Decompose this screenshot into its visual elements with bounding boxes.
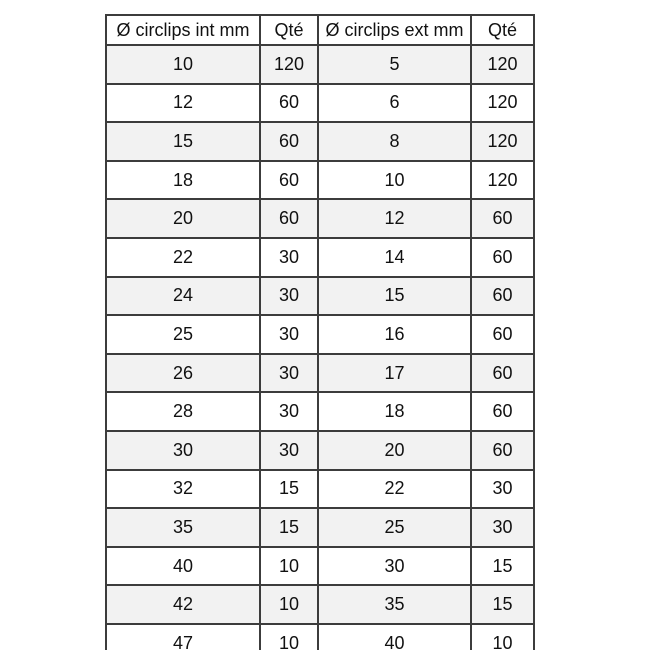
table-cell: 60: [260, 161, 318, 200]
table-cell: 15: [471, 547, 534, 586]
table-cell: 12: [318, 199, 471, 238]
table-row: [106, 547, 534, 586]
table-cell: 24: [106, 277, 260, 316]
header-cell-2: Ø circlips ext mm: [318, 15, 471, 45]
table-cell: 60: [471, 315, 534, 354]
table-cell: 35: [106, 508, 260, 547]
circlips-quantity-table: [105, 14, 535, 650]
table-cell: 30: [260, 431, 318, 470]
table-cell: 17: [318, 354, 471, 393]
table-cell: 60: [260, 122, 318, 161]
table-cell: 22: [318, 470, 471, 509]
table-cell: 60: [471, 354, 534, 393]
table-cell: 60: [471, 277, 534, 316]
table-cell: 60: [471, 431, 534, 470]
table-cell: 42: [106, 585, 260, 624]
table-cell: 60: [260, 84, 318, 123]
table-cell: 30: [471, 508, 534, 547]
table-cell: 25: [318, 508, 471, 547]
table-row: [106, 161, 534, 200]
table-row: [106, 392, 534, 431]
table-cell: 16: [318, 315, 471, 354]
table-row: [106, 199, 534, 238]
table-cell: 18: [318, 392, 471, 431]
table-cell: 30: [106, 431, 260, 470]
table-cell: 30: [471, 470, 534, 509]
table-cell: 60: [260, 199, 318, 238]
table-cell: 32: [106, 470, 260, 509]
table-row: [106, 45, 534, 84]
table-cell: 40: [106, 547, 260, 586]
header-cell-3: Qté: [471, 15, 534, 45]
table-row: [106, 122, 534, 161]
table-cell: 30: [260, 354, 318, 393]
table-cell: 15: [318, 277, 471, 316]
table-cell: 120: [471, 45, 534, 84]
table-cell: 20: [106, 199, 260, 238]
table-cell: 47: [106, 624, 260, 650]
table-cell: 10: [318, 161, 471, 200]
table-cell: 30: [318, 547, 471, 586]
table-row: [106, 431, 534, 470]
table-row: [106, 315, 534, 354]
table-row: [106, 238, 534, 277]
table-row: [106, 585, 534, 624]
table-row: [106, 624, 534, 650]
table-cell: 30: [260, 315, 318, 354]
table-cell: 30: [260, 238, 318, 277]
table-cell: 120: [260, 45, 318, 84]
table-cell: 10: [260, 547, 318, 586]
table-row: [106, 277, 534, 316]
table-cell: 15: [260, 470, 318, 509]
table-cell: 6: [318, 84, 471, 123]
table-cell: 25: [106, 315, 260, 354]
table-cell: 35: [318, 585, 471, 624]
table-cell: 120: [471, 161, 534, 200]
table-cell: 60: [471, 199, 534, 238]
table-cell: 10: [260, 585, 318, 624]
table-row: [106, 508, 534, 547]
table-cell: 10: [471, 624, 534, 650]
table-cell: 120: [471, 122, 534, 161]
table-cell: 10: [106, 45, 260, 84]
table-cell: 30: [260, 277, 318, 316]
table-cell: 22: [106, 238, 260, 277]
table-cell: 30: [260, 392, 318, 431]
header-cell-1: Qté: [260, 15, 318, 45]
table-cell: 15: [471, 585, 534, 624]
table-row: [106, 470, 534, 509]
table-row: [106, 84, 534, 123]
table-cell: 5: [318, 45, 471, 84]
header-cell-0: Ø circlips int mm: [106, 15, 260, 45]
table-cell: 60: [471, 238, 534, 277]
table-cell: 18: [106, 161, 260, 200]
table-cell: 10: [260, 624, 318, 650]
table-cell: 40: [318, 624, 471, 650]
table-cell: 14: [318, 238, 471, 277]
table-cell: 15: [106, 122, 260, 161]
header-row: [106, 15, 534, 45]
table-cell: 15: [260, 508, 318, 547]
table-cell: 28: [106, 392, 260, 431]
table-cell: 8: [318, 122, 471, 161]
table-cell: 60: [471, 392, 534, 431]
table-body: [106, 45, 534, 650]
table-cell: 120: [471, 84, 534, 123]
table-cell: 20: [318, 431, 471, 470]
table-cell: 12: [106, 84, 260, 123]
table-row: [106, 354, 534, 393]
table-cell: 26: [106, 354, 260, 393]
